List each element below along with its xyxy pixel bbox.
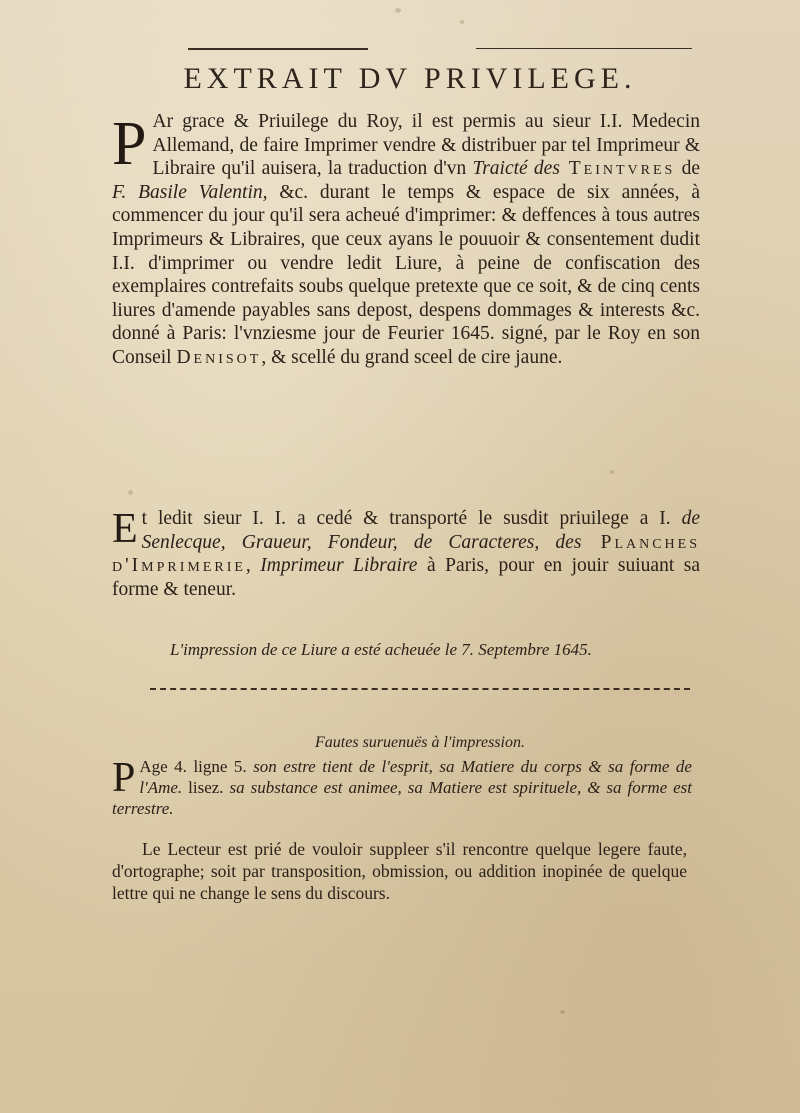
privilege-text: , & scellé du grand sceel de cire jaune.: [261, 346, 563, 368]
author-name: F. Basile Valentin: [112, 181, 263, 203]
privilege-text: de: [675, 158, 700, 180]
transfer-text: t ledit sieur I. I. a cedé & transporté le susdit priuilege a I.: [141, 508, 682, 529]
page-title: EXTRAIT DV PRIVILEGE.: [183, 62, 637, 95]
work-title-caps: Teintvres: [559, 158, 676, 180]
errata-text: lisez.: [182, 778, 224, 797]
errata-wrong: son estre tient de l'esprit, sa Matiere du corps & sa forme de l'Ame.: [139, 757, 692, 797]
header-rule-left: [188, 48, 368, 50]
printer-trade: Planches d'Imprimerie: [112, 531, 701, 577]
work-title: Traicté des: [472, 158, 560, 180]
privilege-text: , &c. durant le temps & espace de six années, à commencer du jour qu'il sera acheué d'imprimer: & deffences à tous autres Imprimeurs & Libraires, que ceux ayans le pouuoir & consentement dudit I.I. d'imprimer ou vendre ledit Liure, à peine de confiscation des exemplaires contrefaits soubs quelque pretexte que ce soit, & de cinq cents liures d'amende payables sans depost, despens dommages & interests &c. donné à Paris: l'vnziesme jour de Feurier 1645. signé, par le Roy en son Conseil: [112, 181, 701, 368]
printer-role: , Imprimeur Libraire: [245, 555, 418, 577]
errata-text: Age 4. ligne 5.: [139, 757, 247, 776]
section-divider: [150, 688, 690, 690]
header-rule-right: [476, 48, 692, 49]
printer-name: de Senlecque, Graueur, Fondeur, de Caracteres, des: [141, 508, 700, 553]
foxing-spot: [395, 8, 401, 13]
transfer-paragraph: [112, 507, 700, 601]
privilege-paragraph: [112, 110, 700, 370]
foxing-spot: [128, 490, 133, 495]
dropcap: P: [112, 110, 147, 178]
colophon: L'impression de ce Liure a esté acheuée le 7. Septembre 1645.: [170, 640, 592, 659]
foxing-spot: [560, 1010, 565, 1014]
dropcap: E: [112, 506, 138, 552]
errata-correction: sa substance est animee, sa Matiere est spirituele, & sa forme est terrestre.: [112, 778, 693, 818]
errata-paragraph: [112, 756, 692, 819]
signer-name: Denisot: [176, 346, 262, 368]
foxing-spot: [460, 20, 464, 24]
privilege-text: Ar grace & Priuilege du Roy, il est permis au sieur I.I. Medecin Allemand, de faire Imprimer vendre & distribuer par tel Imprimeur & Libraire qu'il auisera, la traduction d'vn: [152, 111, 700, 180]
dropcap: P: [112, 755, 136, 801]
errata-heading: Fautes suruenuës à l'impression.: [315, 734, 525, 751]
reader-note: Le Lecteur est prié de vouloir suppleer s'il rencontre quelque legere faute, d'ortographe; soit par transposition, obmission, ou addition inopinée de quelque lettre qui ne change le sens du discours.: [112, 839, 687, 903]
foxing-spot: [610, 470, 614, 474]
transfer-text: à Paris, pour en jouir suiuant sa forme & teneur.: [112, 555, 700, 600]
